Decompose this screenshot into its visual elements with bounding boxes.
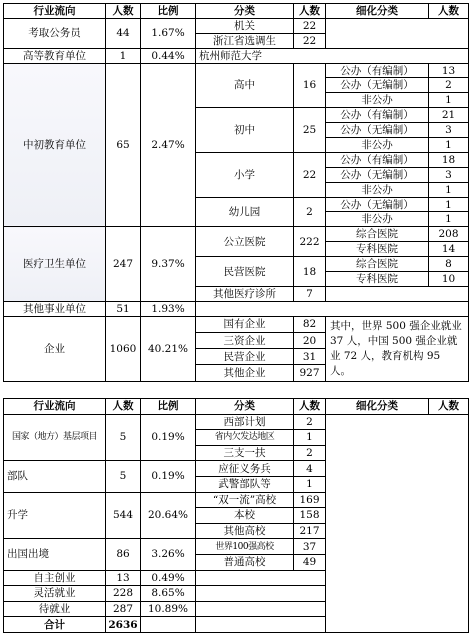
category-cell: 其他医疗诊所 (196, 286, 294, 301)
header-category: 分类 (196, 4, 294, 19)
category-cell: 杭州师范大学 (196, 48, 469, 63)
ratio-cell: 10.89% (141, 601, 196, 617)
sub-category-cell: 公办（有编制） (326, 63, 429, 78)
sub-count-cell: 18 (429, 152, 469, 167)
sub-count-cell: 3 (429, 123, 469, 138)
category-count-cell: 169 (294, 492, 326, 508)
count-cell: 13 (106, 570, 141, 586)
sub-count-cell: 14 (429, 242, 469, 257)
category-count-cell: 20 (294, 332, 326, 348)
category-count-cell: 2 (294, 414, 326, 430)
sub-count-cell: 1 (429, 197, 469, 212)
header-count: 人数 (106, 4, 141, 19)
table-row (4, 316, 469, 332)
category-cell: 三支一扶 (196, 445, 294, 461)
category-count-cell: 49 (294, 554, 326, 570)
ratio-cell: 2.47% (141, 63, 196, 227)
industry-cell: 自主创业 (4, 570, 106, 586)
industry-cell: 部队 (4, 461, 106, 492)
table-row (4, 48, 469, 63)
sub-count-cell: 3 (429, 167, 469, 182)
industry-cell: 国家（地方）基层项目 (4, 414, 106, 461)
table-row (4, 301, 469, 316)
industry-cell: 医疗卫生单位 (4, 227, 106, 301)
industry-cell: 中初教育单位 (4, 63, 106, 227)
category-count-cell: 4 (294, 461, 326, 477)
category-cell: 民营医院 (196, 257, 294, 287)
table-row (4, 18, 469, 33)
header-sub-category: 细化分类 (326, 4, 429, 19)
sub-category-cell: 专科医院 (326, 272, 429, 287)
empty-cell (196, 601, 326, 617)
ratio-cell: 0.44% (141, 48, 196, 63)
category-count-cell: 25 (294, 108, 326, 153)
category-cell: 小学 (196, 152, 294, 197)
count-cell: 247 (106, 227, 141, 301)
category-cell: 武警部队等 (196, 476, 294, 492)
sub-count-cell: 1 (429, 93, 469, 108)
category-count-cell: 31 (294, 349, 326, 365)
sub-category-cell: 专科医院 (326, 242, 429, 257)
industry-cell: 考取公务员 (4, 18, 106, 48)
industry-cell: 灵活就业 (4, 586, 106, 602)
category-cell: 普通高校 (196, 554, 294, 570)
sub-count-cell: 208 (429, 227, 469, 242)
header-category-count: 人数 (294, 4, 326, 19)
sub-count-cell: 21 (429, 108, 469, 123)
category-count-cell: 1 (294, 430, 326, 446)
industry-cell: 待就业 (4, 601, 106, 617)
empty-cell (196, 617, 326, 633)
header-industry: 行业流向 (4, 4, 106, 19)
empty-cell (141, 617, 196, 633)
count-cell: 544 (106, 492, 141, 539)
category-cell: 其他高校 (196, 523, 294, 539)
sub-count-cell: 10 (429, 272, 469, 287)
ratio-cell: 1.93% (141, 301, 196, 316)
category-cell: 国有企业 (196, 316, 294, 332)
category-cell: 三资企业 (196, 332, 294, 348)
empty-cell (196, 570, 326, 586)
category-cell: 应征义务兵 (196, 461, 294, 477)
sub-count-cell: 2 (429, 78, 469, 93)
ratio-cell: 40.21% (141, 316, 196, 381)
category-cell: 世界100强高校 (196, 539, 294, 555)
sub-count-cell: 8 (429, 257, 469, 272)
category-count-cell: 22 (294, 152, 326, 197)
ratio-cell: 3.26% (141, 539, 196, 570)
category-count-cell: 217 (294, 523, 326, 539)
header-category-count: 人数 (294, 399, 326, 415)
employment-table-1 (3, 3, 469, 382)
category-cell: 其他企业 (196, 365, 294, 381)
category-count-cell: 7 (294, 286, 326, 301)
count-cell: 1060 (106, 316, 141, 381)
count-cell: 287 (106, 601, 141, 617)
count-cell: 1 (106, 48, 141, 63)
header-sub-count: 人数 (429, 399, 469, 415)
category-cell: 公立医院 (196, 227, 294, 257)
ratio-cell: 1.67% (141, 18, 196, 48)
category-count-cell: 2 (294, 445, 326, 461)
header-sub-category: 细化分类 (326, 399, 429, 415)
header-ratio: 比例 (141, 4, 196, 19)
category-cell: 幼儿园 (196, 197, 294, 227)
sub-category-cell: 公办（无编制） (326, 197, 429, 212)
header-count: 人数 (106, 399, 141, 415)
table-row (4, 63, 469, 78)
empty-cell (196, 301, 469, 316)
category-count-cell: 927 (294, 365, 326, 381)
header-industry: 行业流向 (4, 399, 106, 415)
category-count-cell: 1 (294, 476, 326, 492)
category-count-cell: 37 (294, 539, 326, 555)
category-cell: 省内欠发达地区 (196, 430, 294, 446)
count-cell: 5 (106, 414, 141, 461)
sub-category-cell: 公办（无编制） (326, 78, 429, 93)
count-cell: 228 (106, 586, 141, 602)
sub-category-cell: 公办（无编制） (326, 167, 429, 182)
industry-cell: 升学 (4, 492, 106, 539)
category-cell: 初中 (196, 108, 294, 153)
sub-count-cell: 1 (429, 212, 469, 227)
table-header-row (4, 399, 469, 415)
category-cell: 高中 (196, 63, 294, 108)
header-category: 分类 (196, 399, 294, 415)
ratio-cell: 20.64% (141, 492, 196, 539)
sub-category-cell: 综合医院 (326, 227, 429, 242)
empty-cell (326, 414, 469, 632)
category-count-cell: 16 (294, 63, 326, 108)
sub-category-cell: 公办（有编制） (326, 152, 429, 167)
industry-cell: 高等教育单位 (4, 48, 106, 63)
category-count-cell: 2 (294, 197, 326, 227)
category-count-cell: 18 (294, 257, 326, 287)
category-cell: 浙江省选调生 (196, 33, 294, 48)
industry-cell: 出国出境 (4, 539, 106, 570)
category-count-cell: 158 (294, 508, 326, 524)
sub-category-cell: 公办（无编制） (326, 123, 429, 138)
total-count: 2636 (106, 617, 141, 633)
category-cell: “双一流”高校 (196, 492, 294, 508)
category-count-cell: 22 (294, 33, 326, 48)
industry-cell: 其他事业单位 (4, 301, 106, 316)
sub-category-cell: 非公办 (326, 212, 429, 227)
count-cell: 5 (106, 461, 141, 492)
category-count-cell: 82 (294, 316, 326, 332)
sub-category-cell: 非公办 (326, 138, 429, 153)
count-cell: 51 (106, 301, 141, 316)
table-row (4, 227, 469, 242)
table-header-row (4, 4, 469, 19)
count-cell: 65 (106, 63, 141, 227)
category-cell: 西部计划 (196, 414, 294, 430)
ratio-cell: 8.65% (141, 586, 196, 602)
sub-count-cell: 1 (429, 182, 469, 197)
ratio-cell: 0.49% (141, 570, 196, 586)
header-sub-count: 人数 (429, 4, 469, 19)
empty-cell (196, 586, 326, 602)
ratio-cell: 9.37% (141, 227, 196, 301)
employment-table-2 (3, 398, 469, 633)
enterprise-note: 其中，世界 500 强企业就业 37 人，中国 500 强企业就业 72 人，教育机构 95 人。 (326, 316, 469, 381)
count-cell: 86 (106, 539, 141, 570)
sub-count-cell: 1 (429, 138, 469, 153)
total-label: 合计 (4, 617, 106, 633)
empty-cell (326, 286, 469, 301)
sub-category-cell: 综合医院 (326, 257, 429, 272)
table-row (4, 414, 469, 430)
category-cell: 本校 (196, 508, 294, 524)
sub-category-cell: 非公办 (326, 182, 429, 197)
category-count-cell: 222 (294, 227, 326, 257)
category-cell: 民营企业 (196, 349, 294, 365)
count-cell: 44 (106, 18, 141, 48)
empty-cell (326, 18, 469, 48)
category-cell: 机关 (196, 18, 294, 33)
industry-cell: 企业 (4, 316, 106, 381)
ratio-cell: 0.19% (141, 461, 196, 492)
ratio-cell: 0.19% (141, 414, 196, 461)
sub-count-cell: 13 (429, 63, 469, 78)
category-count-cell: 22 (294, 18, 326, 33)
header-ratio: 比例 (141, 399, 196, 415)
sub-category-cell: 公办（有编制） (326, 108, 429, 123)
sub-category-cell: 非公办 (326, 93, 429, 108)
